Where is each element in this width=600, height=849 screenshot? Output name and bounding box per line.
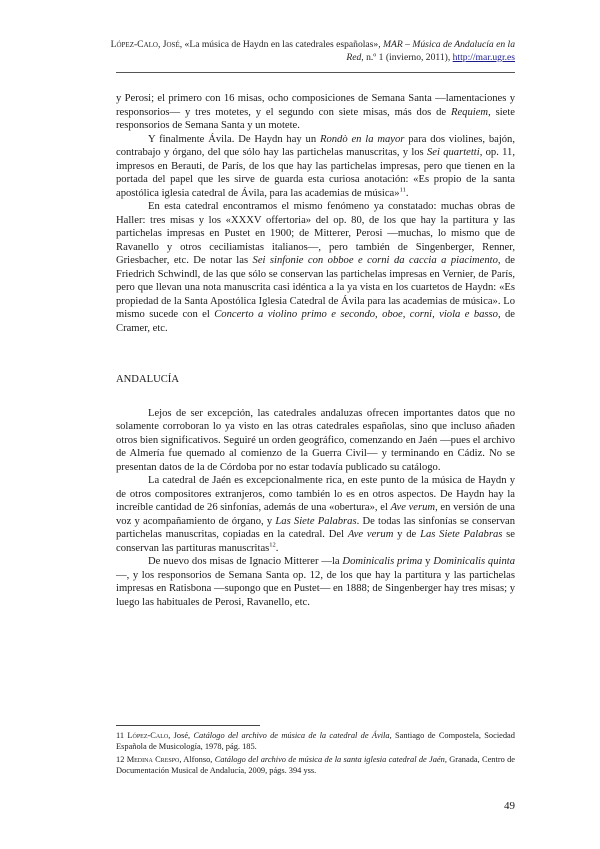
paragraph [116,407,515,475]
footnote [116,754,515,777]
text-run: En esta catedral encontramos el mismo fenómeno ya constatado: muchas obras de Haller: tres misas y los «XXXV offertoria» del op. 80, de los que hay la partitura y las partichelas impresas en Pustet en 1900; de Mitterer, Perosi —muchas, lo mismo que de Ravanello y otros ceciliamistas italianos—, pero también de Singenberger, Renner, Griesbacher, etc. De notar las [116,201,515,266]
author-name: Medina Crespo [126,754,180,764]
text-run: para dos violines, bajón, contrabajo y órgano, del que sólo hay las partichelas manuscritas, y los [116,133,516,158]
italic-title: Sei quartetti [426,147,480,158]
text-run: , Alfonso, [179,754,215,764]
italic-title: Las Siete Palabras [275,515,357,527]
italic-title: Catálogo del archivo de música de la catedral de Ávila [193,731,390,740]
footnote-ref: 11 [399,185,406,193]
text-run: . De todas las sinfonías se conservan partichelas manuscritas, copiadas en la catedral. Del [116,515,516,540]
italic-title: Sei sinfonie con obboe e corni da caccia a piacimento [252,255,498,266]
text-run: , siete responsorios de Semana Santa y un motete. [116,106,515,131]
text-run: , de Friedrich Schwindl, de las que sólo se conservan las partichelas impresas en Vernier, de París, pero que llevan una nota manuscrita casi idéntica a la ya vista en los cuartetos de Haydn: «Es propiedad de la Santa Apostólica Iglesia Catedral de Ávila para las academias de música». Lo mismo sucede con el [116,255,516,320]
italic-title: Rondò en la mayor [319,133,405,145]
text-run: y Perosi; el primero con 16 misas, ocho composiciones de Semana Santa —lamentaciones y responsorios— y tres motetes, y el segundo con siete misas, más dos de [116,93,515,118]
text-run: , Granada, Centro de Documentación Musical de Andalucía, 2009, págs. 394 yss. [116,754,515,775]
header-author: López-Calo, José [110,39,180,50]
text-run: , José, [168,731,194,740]
text-run: De nuevo dos misas de Ignacio Mitterer —la [148,556,343,567]
text-run: Lejos de ser excepción, las catedrales andaluzas ofrecen importantes datos que no solamente corroboran lo ya visto en las otras catedrales españolas, sino que incluso añaden otros bien significativos. Seguiré un orden geográfico, comenzando en Jaén —pues el archivo de Almería fue quemado al comienzo de la Guerra Civil— y terminando en Cádiz. No se presentan datos de la de Córdoba por no estar todavía publicado su catálogo. [116,407,515,473]
paragraph [116,200,515,335]
page-number: 49 [504,800,515,812]
italic-title: Las Siete Palabras [420,529,503,540]
header-url-link[interactable]: http://mar.ugr.es [452,52,515,63]
header-issue: , n.º 1 (invierno, 2011), [361,52,451,63]
footnotes [116,730,515,777]
header-title: , «La música de Haydn en las catedrales españolas», [179,39,381,50]
paragraph [116,474,515,555]
text-run: . [275,542,279,554]
text-run: —, y los responsorios de Semana Santa op. 12, de los que hay la partitura y las partichelas impresas en Ratisbona —supongo que en Pustet— en 1888; de Singenberger hay tres misas; y luego las habituales de Perosi, Ravanello, etc. [116,569,515,608]
header-journal: MAR – Música de Andalucía en la Red [346,39,515,63]
text-run: La catedral de Jaén es excepcionalmente rica, en este punto de la música de Haydn y de otros compositores extranjeros, como también lo es en otros aspectos. De Haydn hay la increíble cantidad de 26 sinfonías, además de una «obertura», el [116,475,515,513]
italic-title: Concerto a violino primo e secondo, oboe, corni, viola e basso [214,309,498,320]
text-run: , Santiago de Compostela, Sociedad Española de Musicología, 1978, pág. 185. [116,731,515,752]
text-run: 11 [116,731,128,740]
footnote-rule [116,725,260,726]
italic-title: Dominicalis quinta [433,556,516,567]
footnote-ref: 12 [269,540,276,548]
italic-title: Ave verum [390,502,436,513]
header-rule [116,72,515,73]
paragraph [116,92,515,133]
text-run: y de [393,529,421,540]
text-run: 12 [116,754,127,764]
text-run: , op. 11, impresos en Berauti, de París, de los que hay las partichelas impresas, pero que tienen en la portada del papel que les sirve de guarda esta curiosa anotación: «Es propio de la santa apostólica iglesia catedral de Ávila, para las academias de música» [116,147,515,199]
paragraph [116,555,515,609]
paragraph [116,133,515,201]
footnote [116,730,515,753]
italic-title: Dominicalis prima [342,556,423,567]
running-header [110,38,515,64]
text-run: y [422,556,434,567]
text-run: , en versión de una voz y acompañamiento de órgano, y [116,502,515,527]
text-run: se conservan las partituras manuscritas [116,529,516,554]
author-name: López-Calo [127,731,169,740]
italic-title: Requiem [451,106,489,118]
text-run: Y finalmente Ávila. De Haydn hay un [148,133,320,145]
text-run: , de Cramer, etc. [116,309,516,334]
section-heading: ANDALUCÍA [116,374,179,385]
italic-title: Ave verum [347,529,394,540]
text-run: . [405,187,409,199]
italic-title: Catálogo del archivo de música de la santa iglesia catedral de Jaén [214,754,445,764]
body-text [116,92,515,609]
